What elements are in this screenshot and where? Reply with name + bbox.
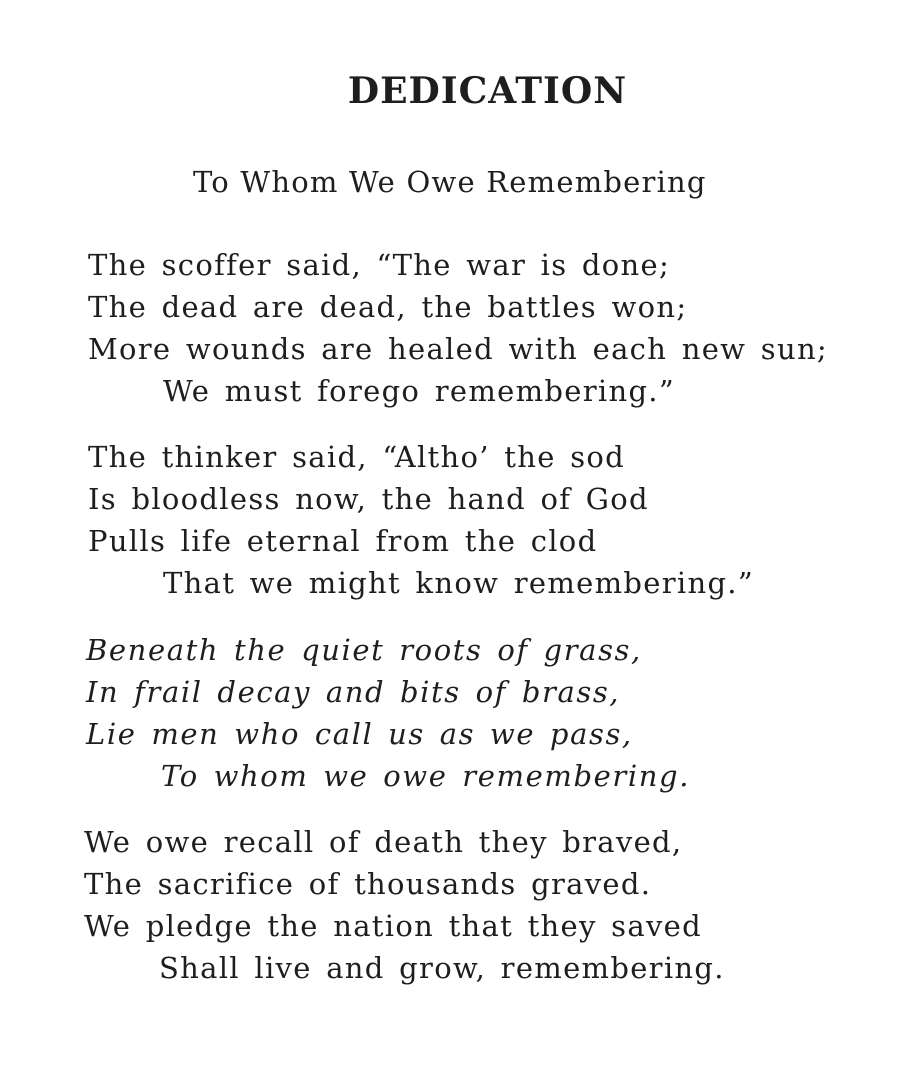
poem-refrain-line: To whom we owe remembering. <box>161 759 691 793</box>
stanza-1 <box>88 244 828 412</box>
poem-line: The thinker said, “Altho’ the sod <box>88 440 625 474</box>
poem-line: We pledge the nation that they saved <box>84 909 702 943</box>
stanza-4 <box>84 821 725 989</box>
poem-line: The sacrifice of thousands graved. <box>84 867 652 901</box>
poem-title: To Whom We Owe Remembering <box>193 165 707 199</box>
poem-line: In frail decay and bits of brass, <box>86 675 621 709</box>
poem-line: Lie men who call us as we pass, <box>86 717 633 751</box>
stanza-3 <box>86 629 690 797</box>
poem-line: Beneath the quiet roots of grass, <box>86 633 642 667</box>
poem-line: More wounds are healed with each new sun; <box>88 332 829 366</box>
poem-refrain-line: Shall live and grow, remembering. <box>159 951 725 985</box>
poem-refrain-line: We must forego remembering.” <box>163 374 675 408</box>
stanza-2 <box>88 436 754 604</box>
poem-line: We owe recall of death they braved, <box>84 825 683 859</box>
poem-refrain-line: That we might know remembering.” <box>163 566 754 600</box>
poem-line: Is bloodless now, the hand of God <box>88 482 649 516</box>
poem-line: Pulls life eternal from the clod <box>88 524 598 558</box>
poem-line: The dead are dead, the battles won; <box>88 290 688 324</box>
poem-line: The scoffer said, “The war is done; <box>88 248 671 282</box>
page-title: DEDICATION <box>347 70 628 112</box>
